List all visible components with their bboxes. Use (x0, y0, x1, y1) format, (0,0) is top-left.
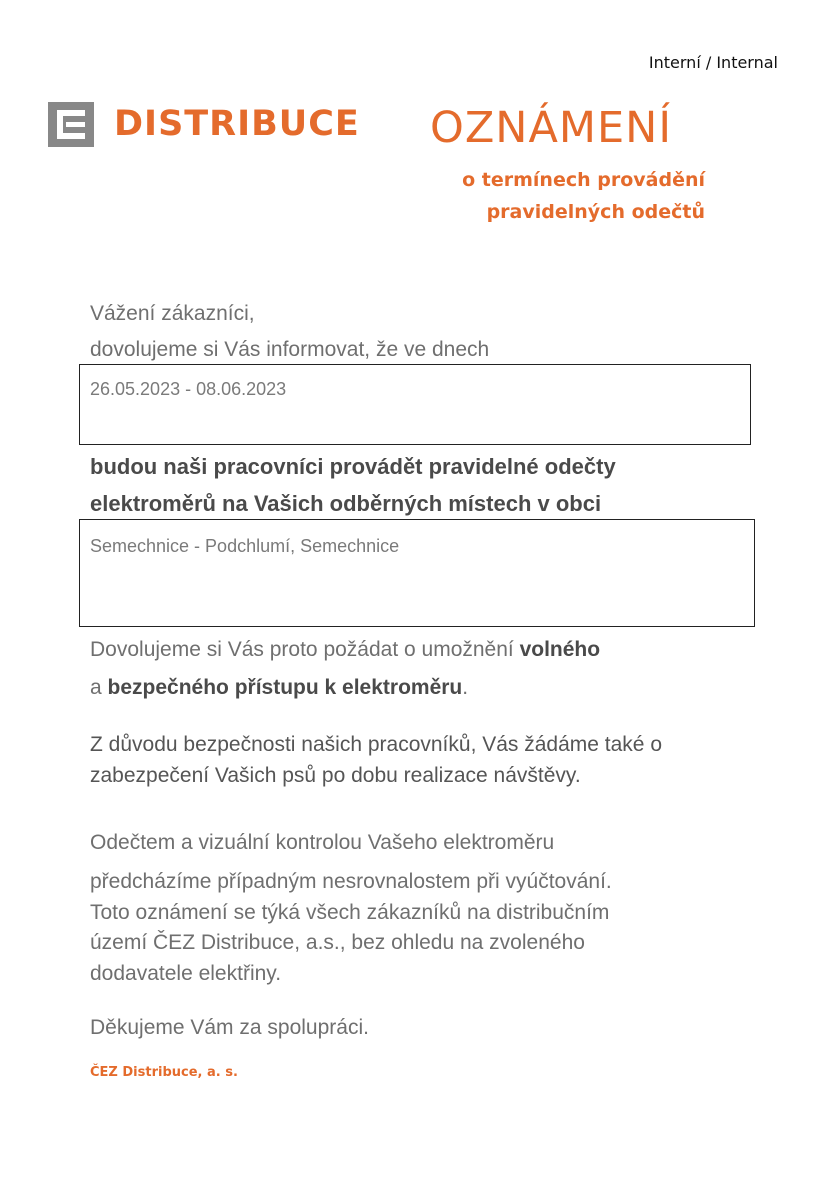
workers-line-2: elektroměrů na Vašich odběrných místech v obci (90, 491, 602, 516)
cez-logo-icon (48, 102, 94, 147)
safety-line-1: Z důvodu bezpečnosti našich pracovníků, Vás žádáme také o (90, 733, 663, 756)
date-range-field[interactable] (79, 364, 751, 445)
brand-name: DISTRIBUCE (114, 104, 360, 144)
signature: ČEZ Distribuce, a. s. (90, 1065, 238, 1080)
date-range-value: 26.05.2023 - 08.06.2023 (90, 379, 287, 399)
page-subtitle-line1: o termínech provádění (462, 169, 705, 191)
request-a: a (90, 676, 108, 699)
request-line-1 (90, 636, 600, 664)
request-end: . (462, 676, 469, 699)
intro-text: dovolujeme si Vás informovat, že ve dnech (90, 338, 490, 361)
classification-label: Interní / Internal (648, 53, 778, 72)
safety-line-2: zabezpečení Vašich psů po dobu realizace návštěvy. (90, 764, 581, 787)
request-prefix: Dovolujeme si Vás proto požádat o umožnění (90, 638, 520, 661)
page-title: OZNÁMENÍ (430, 103, 673, 153)
location-field[interactable] (79, 519, 755, 627)
info-line-1: Odečtem a vizuální kontrolou Vašeho elektroměru (90, 831, 555, 854)
location-value: Semechnice - Podchlumí, Semechnice (90, 536, 400, 556)
info-line-3: Toto oznámení se týká všech zákazníků na distribučním (90, 901, 610, 924)
info-line-5: dodavatele elektřiny. (90, 962, 282, 985)
request-bold-access: bezpečného přístupu k elektroměru (107, 676, 463, 699)
info-line-2: předcházíme případným nesrovnalostem při vyúčtování. (90, 870, 612, 893)
workers-line-1: budou naši pracovníci provádět pravidelné odečty (90, 454, 616, 479)
request-bold-volneho: volného (519, 638, 601, 661)
greeting: Vážení zákazníci, (90, 302, 255, 325)
thanks-text: Děkujeme Vám za spolupráci. (90, 1016, 369, 1039)
page-subtitle-line2: pravidelných odečtů (486, 201, 705, 223)
info-line-4: území ČEZ Distribuce, a.s., bez ohledu na zvoleného (90, 931, 585, 954)
request-line-2 (90, 674, 468, 702)
